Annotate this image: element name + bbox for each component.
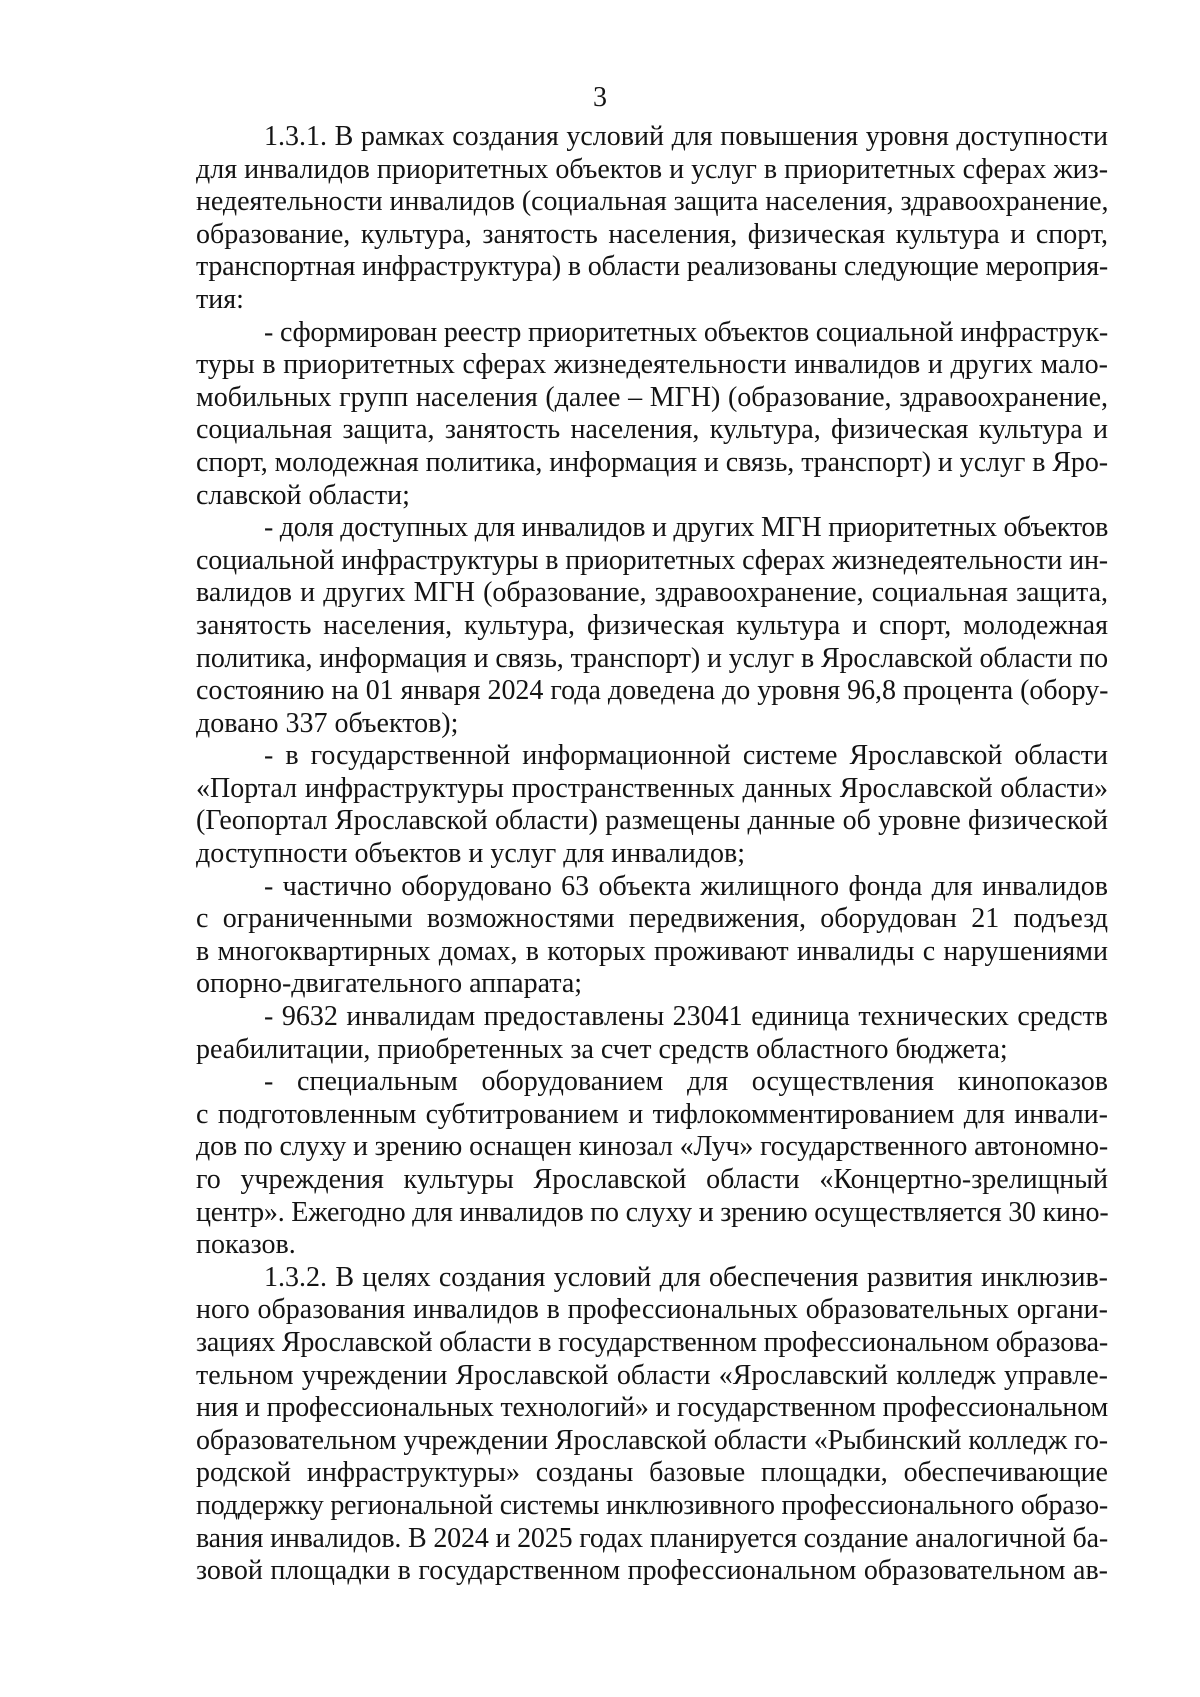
paragraph	[196, 512, 1108, 740]
text-line: - в государственной информационной системе Ярославской области	[264, 740, 1108, 772]
text-line: в многоквартирных домах, в которых проживают инвалиды с нарушениями	[196, 935, 1108, 967]
text-line: - 9632 инвалидам предоставлены 23041 единица технических средств	[264, 1001, 1108, 1033]
text-line: довано 337 объектов);	[196, 707, 459, 739]
text-line: - доля доступных для инвалидов и других МГН приоритетных объектов	[264, 512, 1109, 544]
text-line: «Портал инфраструктуры пространственных данных Ярославской области»	[196, 772, 1108, 804]
text-line: занятость населения, культура, физическая культура и спорт, молодежная	[196, 609, 1108, 641]
page-number: 3	[593, 82, 607, 113]
text-line: политика, информация и связь, транспорт) и услуг в Ярославской области по	[196, 642, 1108, 674]
text-line: туры в приоритетных сферах жизнедеятельности инвалидов и других мало-	[196, 349, 1108, 381]
text-line: зациях Ярославской области в государственном профессиональном образова-	[196, 1326, 1108, 1358]
paragraph	[196, 121, 1108, 317]
text-line: с подготовленным субтитрованием и тифлокомментированием для инвали-	[196, 1098, 1108, 1130]
text-line: реабилитации, приобретенных за счет средств областного бюджета;	[196, 1033, 1008, 1065]
paragraph	[196, 317, 1108, 513]
text-line: социальная защита, занятость населения, культура, физическая культура и	[196, 414, 1108, 446]
text-line: (Геопортал Ярославской области) размещены данные об уровне физической	[196, 805, 1108, 837]
paragraph	[196, 871, 1108, 1001]
text-line: - специальным оборудованием для осуществления кинопоказов	[264, 1066, 1108, 1098]
text-line: образование, культура, занятость населения, физическая культура и спорт,	[196, 218, 1108, 250]
text-line: валидов и других МГН (образование, здравоохранение, социальная защита,	[196, 577, 1108, 609]
text-line: ного образования инвалидов в профессиональных образовательных органи-	[196, 1294, 1108, 1326]
text-line: транспортная инфраструктура) в области реализованы следующие мероприя-	[196, 251, 1108, 283]
text-line: - сформирован реестр приоритетных объектов социальной инфраструк-	[264, 316, 1108, 348]
text-line: 1.3.2. В целях создания условий для обеспечения развития инклюзив-	[264, 1261, 1108, 1293]
paragraph	[196, 1262, 1108, 1588]
text-line: центр». Ежегодно для инвалидов по слуху и зрению осуществляется 30 кино-	[196, 1196, 1109, 1228]
text-line: мобильных групп населения (далее – МГН) (образование, здравоохранение,	[196, 381, 1108, 413]
text-line: социальной инфраструктуры в приоритетных сферах жизнедеятельности ин-	[196, 544, 1108, 576]
text-line: дов по слуху и зрению оснащен кинозал «Луч» государственного автономно-	[196, 1131, 1108, 1163]
text-line: недеятельности инвалидов (социальная защита населения, здравоохранение,	[196, 186, 1109, 218]
text-line: го учреждения культуры Ярославской области «Концертно-зрелищный	[196, 1164, 1108, 1195]
text-line: состоянию на 01 января 2024 года доведена до уровня 96,8 процента (обору-	[196, 675, 1109, 707]
document-body	[196, 121, 1108, 1588]
text-line: показов.	[196, 1229, 296, 1261]
text-line: ния и профессиональных технологий» и государственном профессиональном	[196, 1392, 1108, 1424]
text-line: тия:	[196, 283, 244, 315]
text-line: зовой площадки в государственном профессиональном образовательном ав-	[196, 1555, 1108, 1587]
text-line: для инвалидов приоритетных объектов и услуг в приоритетных сферах жиз-	[196, 153, 1108, 185]
text-line: с ограниченными возможностями передвижения, оборудован 21 подъезд	[196, 903, 1108, 935]
text-line: опорно-двигательного аппарата;	[196, 968, 583, 1000]
text-line: 1.3.1. В рамках создания условий для повышения уровня доступности	[264, 121, 1108, 152]
text-line: поддержку региональной системы инклюзивного профессионального образо-	[196, 1489, 1108, 1521]
text-line: вания инвалидов. В 2024 и 2025 годах планируется создание аналогичной ба-	[196, 1522, 1108, 1554]
text-line: славской области;	[196, 479, 410, 511]
paragraph	[196, 1001, 1108, 1066]
text-line: образовательном учреждении Ярославской области «Рыбинский колледж го-	[196, 1424, 1108, 1456]
text-line: спорт, молодежная политика, информация и связь, транспорт) и услуг в Яро-	[196, 446, 1108, 478]
text-line: родской инфраструктуры» созданы базовые площадки, обеспечивающие	[196, 1457, 1108, 1489]
text-line: тельном учреждении Ярославской области «Ярославский колледж управле-	[196, 1359, 1108, 1391]
text-line: - частично оборудовано 63 объекта жилищного фонда для инвалидов	[264, 870, 1108, 902]
paragraph	[196, 1066, 1108, 1262]
text-line: доступности объектов и услуг для инвалидов;	[196, 838, 745, 870]
paragraph	[196, 740, 1108, 870]
